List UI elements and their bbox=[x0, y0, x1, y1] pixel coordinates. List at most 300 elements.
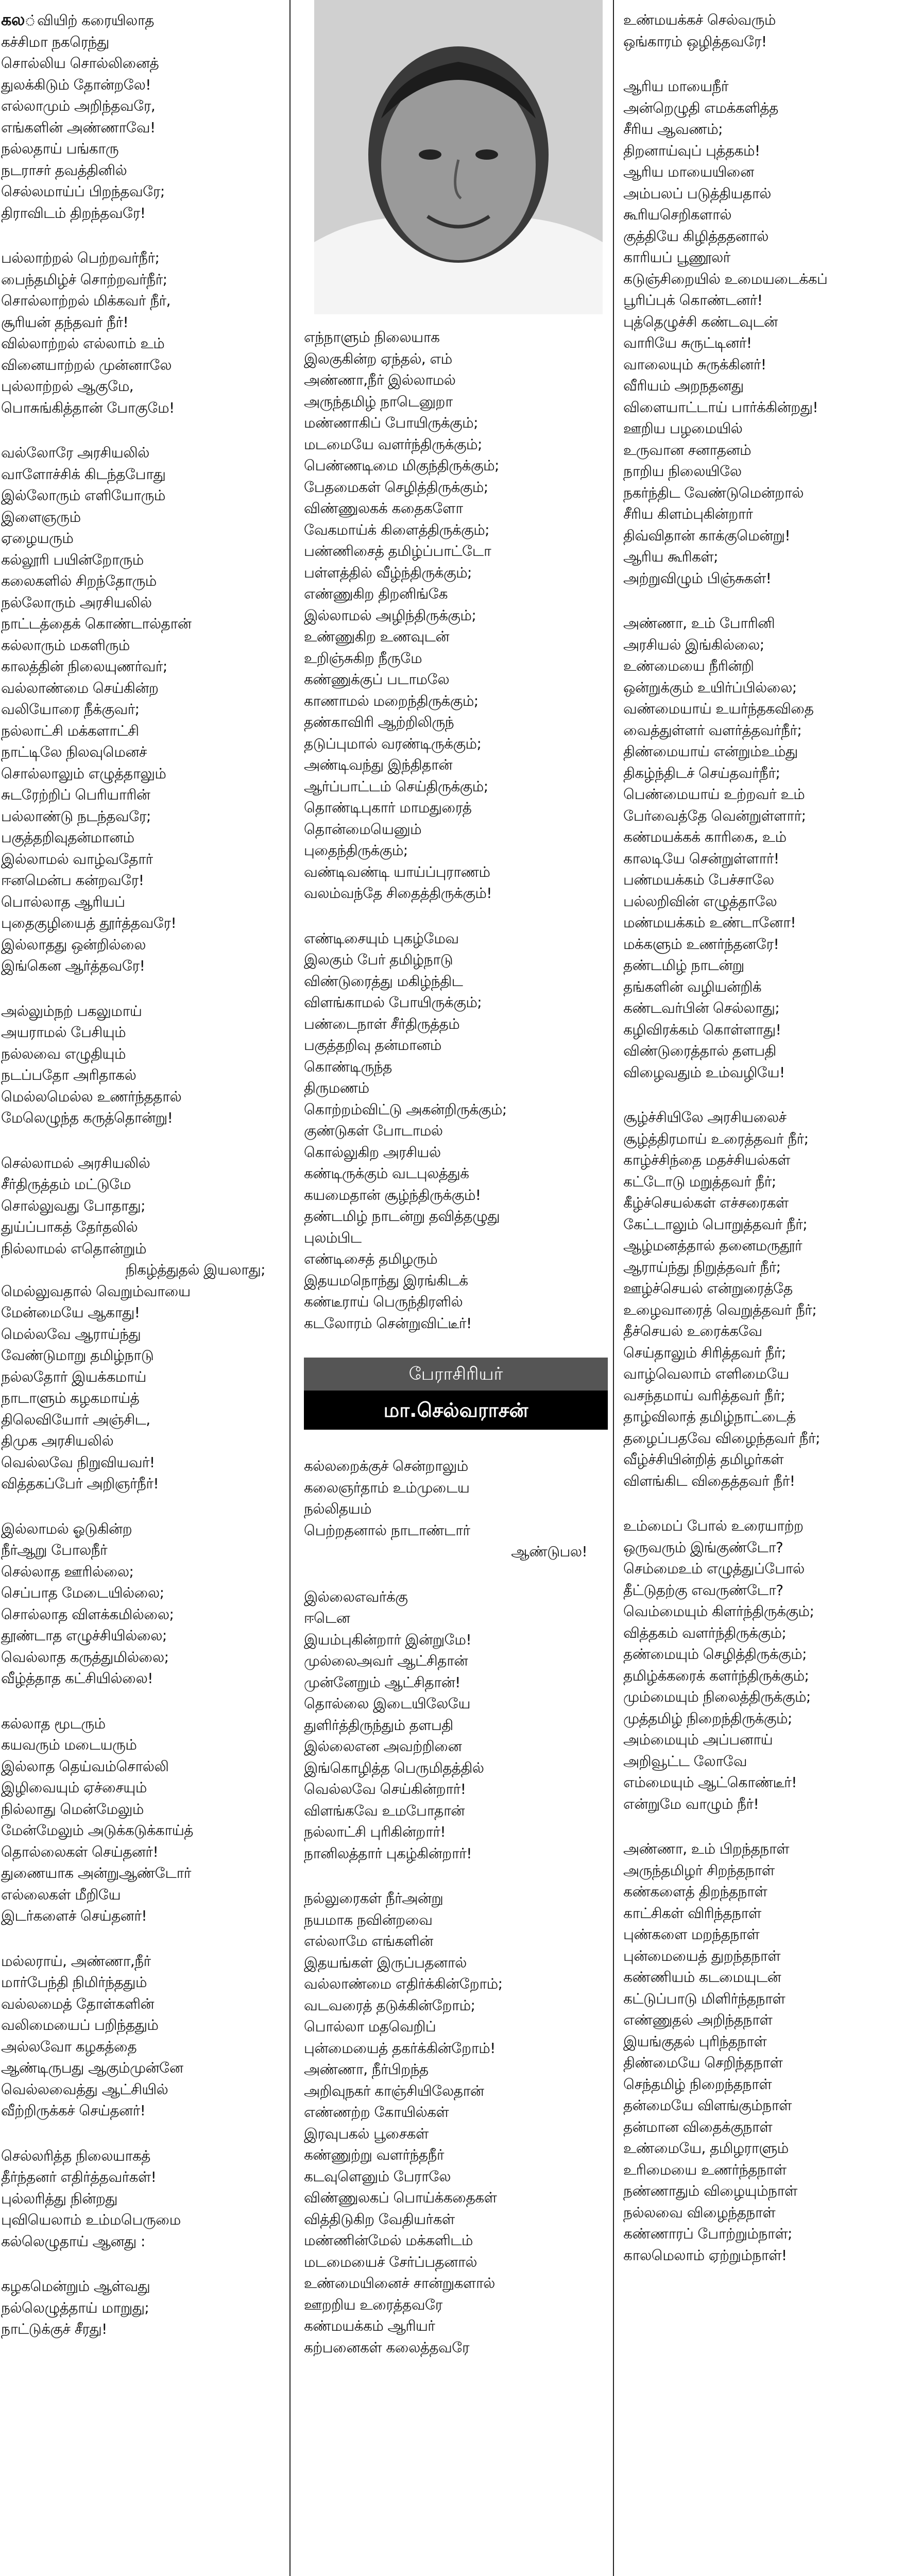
poem-line: வண்டிவண்டி யாய்ப்புராணம் bbox=[304, 863, 490, 880]
poem-line: துலக்கிடும் தோன்றலே! bbox=[1, 76, 151, 93]
poem-line: கீழ்ச்செயல்கள் எச்சரைகள் bbox=[623, 1194, 789, 1211]
poem-line: சொல்லுவது போதாது; bbox=[1, 1197, 145, 1214]
poem-line: இல்லைஎவர்க்கு bbox=[304, 1588, 408, 1605]
stanza bbox=[1, 247, 286, 418]
poem-line: திலெவியோர் அஞ்சிட, bbox=[1, 1411, 150, 1428]
poem-line: இல்லாத தெய்வம்சொல்லி bbox=[1, 1757, 169, 1775]
poem-line: கண்ணியம் கடமையுடன் bbox=[623, 1969, 781, 1986]
stanza bbox=[623, 1107, 922, 1492]
poem-line: நாடாளும் கழகமாய்த் bbox=[1, 1389, 140, 1406]
poem-line: ஆரிய மாயைநீர் bbox=[623, 78, 728, 95]
poem-line: மார்பேந்தி நிமிர்ந்ததும் bbox=[1, 1974, 147, 1991]
poem-line: கயமைதான் சூழ்ந்திருக்கும்! bbox=[304, 1186, 481, 1204]
poem-line: வல்லோரே அரசியலில் bbox=[1, 444, 149, 461]
poem-line: சீர்திருத்தம் மட்டுமே bbox=[1, 1176, 131, 1193]
poem-line: செய்தாலும் சிரித்தவர் நீர்; bbox=[623, 1344, 786, 1361]
poem-line: ஈனமென்ப கன்றவரே! bbox=[1, 872, 144, 889]
poem-line: விண்ணுலகக் கதைகளோ bbox=[304, 500, 463, 517]
poem-line: ஈடென bbox=[304, 1609, 350, 1626]
poem-line: ஒன்றுக்கும் உயிர்ப்பில்லை; bbox=[623, 679, 797, 696]
poem-line: கண்மயக்கக் காரிகை, உம் bbox=[623, 828, 787, 845]
poem-line: பகுத்தறிவுதன்மானம் bbox=[1, 829, 134, 846]
poem-line: மெல்லவே ஆராய்ந்து bbox=[1, 1325, 141, 1343]
poem-line: எங்களின் அண்ணாவே! bbox=[1, 118, 156, 136]
poem-line: மடமையைச் சேர்ப்பதனால் bbox=[304, 2253, 477, 2270]
drop-cap: கல bbox=[1, 10, 25, 29]
poem-line: கடுஞ்சிறையில் உமையடைக்கப் bbox=[623, 270, 828, 287]
poem-line: பூரிப்புக் கொண்டனர்! bbox=[623, 292, 763, 309]
stanza bbox=[304, 928, 608, 1334]
poem-line: அம்மையும் அப்பனாய் bbox=[623, 1731, 773, 1748]
poem-line: கழிவிரக்கம் கொள்ளாது! bbox=[623, 1021, 781, 1038]
poem-line: ஆர்ப்பாட்டம் செய்திருக்கும்; bbox=[304, 777, 488, 795]
poem-line: இயம்புகின்றார் இன்றுமே! bbox=[304, 1631, 471, 1648]
poem-line: உரிமையை உணர்ந்தநாள் bbox=[623, 2161, 787, 2178]
poem-line: ஆழ்மனத்தால் தனைமருதூர் bbox=[623, 1237, 802, 1254]
poem-line: அல்லவோ கழகத்தை bbox=[1, 2038, 137, 2055]
poem-line: கண்ணுற்று வளர்ந்தநீர் bbox=[304, 2146, 444, 2163]
poem-line: அல்லும்நற் பகலுமாய் bbox=[1, 1002, 142, 1020]
stanza bbox=[304, 1541, 608, 1563]
poem-line: நாறிய நிலையிலே bbox=[623, 463, 742, 480]
poem-line: எல்லாமும் அறிந்தவரே, bbox=[1, 97, 156, 114]
poem-line: கொல்லுகிற அரசியல் bbox=[304, 1143, 441, 1161]
poem-line: தீர்ந்தனர் எதிர்த்தவர்கள்! bbox=[1, 2168, 157, 2185]
poem-line: நானிலத்தார் புகழ்கின்றார்! bbox=[304, 1844, 472, 1862]
poem-line: திகழ்ந்திடச் செய்தவர்நீர்; bbox=[623, 764, 780, 782]
poem-line: கலைஞர்தாம் உம்முடைய bbox=[304, 1479, 470, 1496]
poem-line: உருவான சனாதனம் bbox=[623, 441, 752, 459]
poem-line: மக்களும் உணர்ந்தனரே! bbox=[623, 935, 779, 953]
poem-line: மண்ணின்மேல் மக்களிடம் bbox=[304, 2232, 473, 2249]
poem-line: இளைஞரும் bbox=[1, 508, 81, 526]
poem-line: கேட்டாலும் பொறுத்தவர் நீர்; bbox=[623, 1215, 808, 1233]
poem-line: பொசுங்கித்தான் போகுமே! bbox=[1, 399, 175, 416]
poem-line: நடப்பதோ அரிதாகல் bbox=[1, 1066, 136, 1083]
poem-line: இரவுபகல் பூசைகள் bbox=[304, 2125, 429, 2142]
poem-line: நாட்டிலே நிலவுமெனச் bbox=[1, 743, 147, 760]
poem-line: பண்மயக்கம் பேச்சாலே bbox=[623, 871, 774, 888]
poem-line: உண்மையே, தமிழராளும் bbox=[623, 2140, 789, 2157]
poem-line: நல்லெழுத்தாய் மாறுது; bbox=[1, 2299, 149, 2316]
poem-line: திமுக அரசியலில் bbox=[1, 1432, 114, 1449]
poem-line: மேன்மையே ஆகாது! bbox=[1, 1304, 140, 1321]
poem-line: மும்மையும் நிலைத்திருக்கும்; bbox=[623, 1688, 811, 1705]
poem-line: வீரியம் அறநதனது bbox=[623, 377, 744, 394]
stanza bbox=[304, 327, 608, 904]
poem-line: சீரிய ஆவணம்; bbox=[623, 121, 723, 138]
poem-line: வீழ்த்தாத கட்சியில்லை! bbox=[1, 1670, 153, 1687]
poem-line: வடவரைத் தடுக்கின்றோம்; bbox=[304, 1996, 475, 2014]
poem-line: தண்டமிழ் நாடன்று bbox=[623, 957, 744, 974]
poem-line: தீட்டுதற்கு எவருண்டோ? bbox=[623, 1581, 783, 1599]
poem-line: நடராசர் தவத்தினில் bbox=[1, 161, 127, 179]
poem-line: நீர்ஆறு போலநீர் bbox=[1, 1541, 108, 1558]
poem-line: செல்லாமல் அரசியலில் bbox=[1, 1154, 150, 1172]
poem-line: எண்டிசைத் தமிழரும் bbox=[304, 1250, 438, 1267]
poem-line: தண்காவிரி ஆற்றிலிருந் bbox=[304, 714, 454, 731]
poem-line: தடுப்புமால் வரண்டிருக்கும்; bbox=[304, 735, 482, 752]
poem-line: கட்டுப்பாடு மிளிர்ந்தநாள் bbox=[623, 1990, 786, 2007]
poem-line: காரியப் பூணூலர் bbox=[623, 249, 730, 266]
poem-column-1 bbox=[0, 9, 286, 2364]
poem-line: முத்தமிழ் நிறைந்திருக்கும்; bbox=[623, 1709, 792, 1727]
poem-line: பெண்மையாய் உற்றவர் உம் bbox=[623, 786, 805, 803]
author-title: பேராசிரியர் bbox=[304, 1358, 608, 1391]
poem-line: உண்மயக்கச் செல்வரும் bbox=[623, 11, 776, 28]
poem-line: வசந்தமாய் வரித்தவர் நீர்; bbox=[623, 1386, 786, 1404]
poem-column-2-lower bbox=[304, 1455, 608, 2358]
stanza bbox=[304, 1586, 608, 1865]
stanza bbox=[623, 9, 922, 52]
poem-line: நில்லாது மென்மேலும் bbox=[1, 1800, 144, 1818]
poem-line: கல்லாத மூடரும் bbox=[1, 1715, 106, 1732]
poem-line: தூண்டாத எழுச்சியில்லை; bbox=[1, 1627, 167, 1644]
poem-line: பண்ணிசைத் தமிழ்ப்பாட்டோ bbox=[304, 543, 491, 560]
poem-line: வைத்துள்ளர் வளர்த்தவர்நீர்; bbox=[623, 721, 802, 739]
stanza bbox=[1, 9, 286, 224]
poem-line: இயங்குதல் புரிந்தநாள் bbox=[623, 2032, 767, 2050]
poem-line: பல்லறிவின் எழுத்தாலே bbox=[623, 892, 777, 910]
poem-line: சூரியன் தந்தவர் நீர்! bbox=[1, 313, 129, 331]
poem-line: நண்ணாதும் விழையும்நாள் bbox=[623, 2182, 797, 2199]
poem-line: திருமணம் bbox=[304, 1079, 369, 1096]
poem-line: தாழ்விலாத் தமிழ்நாட்டைத் bbox=[623, 1408, 796, 1425]
poem-line: கல்லெழுதாய் ஆனது : bbox=[1, 2232, 145, 2250]
poem-line: இல்லோரும் எளியோரும் bbox=[1, 487, 165, 504]
poem-line: புவியெலாம் உம்மபெருமை bbox=[1, 2211, 181, 2228]
poem-line: உண்மையினைச் சான்றுகளால் bbox=[304, 2275, 495, 2292]
poem-line: திவ்விதான் காக்குமென்று! bbox=[623, 527, 790, 544]
poem-line: ஊறிய பழமையில் bbox=[623, 420, 743, 437]
poem-line: தண்டமிழ் நாடன்று தவித்தழுது bbox=[304, 1208, 500, 1225]
poem-line: ஆண்டிருபது ஆகும்முன்னே bbox=[1, 2059, 183, 2076]
poem-line: விண்டுரைத்தால் தளபதி bbox=[623, 1042, 776, 1059]
poem-line: வாழ்வெலாம் எளிமையே bbox=[623, 1365, 789, 1382]
poem-line: வெல்லவைத்து ஆட்சியில் bbox=[1, 2080, 168, 2098]
poem-line: இலகும் பேர் தமிழ்நாடு bbox=[304, 951, 453, 968]
stanza bbox=[623, 613, 922, 1083]
poem-line: இங்கொழித்த பெருமிதத்தில் bbox=[304, 1759, 484, 1776]
stanza bbox=[1, 2276, 286, 2340]
poem-line: கல்லறைக்குச் சென்றாலும் bbox=[304, 1458, 468, 1475]
stanza bbox=[304, 1455, 608, 1541]
poem-line: தன்மான விதைக்குநாள் bbox=[623, 2118, 773, 2136]
poem-line: விண்ணுலகப் பொய்க்கதைகள் bbox=[304, 2189, 497, 2206]
poem-line: கண்டவர்பின் செல்லாது; bbox=[623, 999, 780, 1016]
poem-line: கண்டிருக்கும் வடபுலத்துக் bbox=[304, 1165, 469, 1182]
poem-line: ஆராய்ந்து நிறுத்தவர் நீர்; bbox=[623, 1258, 781, 1276]
poem-line: இதயங்கள் இருப்பதனால் bbox=[304, 1954, 467, 1971]
stanza bbox=[304, 1888, 608, 2358]
poem-line: ஆண்டுபல! bbox=[511, 1543, 587, 1560]
poem-line: புலம்பிட bbox=[304, 1229, 362, 1246]
poem-line: காலத்தின் நிலையுணர்வர்; bbox=[1, 658, 167, 675]
poem-line: சுடரேற்றிப் பெரியாரின் bbox=[1, 786, 150, 803]
poem-line: எண்ணற்ற கோயில்கள் bbox=[304, 2104, 449, 2121]
poem-line: சொல்லாற்றல் மிக்கவர் நீர், bbox=[1, 292, 170, 309]
poem-line: நல்லவை விழைந்தநாள் bbox=[623, 2204, 775, 2221]
poem-line: நல்லாட்சி மக்களாட்சி bbox=[1, 722, 139, 739]
poem-line: சொல்லாத விளக்கமில்லை; bbox=[1, 1605, 174, 1623]
poem-line: இதயமநொந்து இரங்கிடக் bbox=[304, 1272, 468, 1289]
poem-line: எம்மையும் ஆட்கொண்டீர்! bbox=[623, 1774, 797, 1791]
poem-line: கயவரும் மடையரும் bbox=[1, 1736, 137, 1753]
poem-line: கூரியசெறிகளால் bbox=[623, 206, 731, 223]
poem-line: கல்லூரி பயின்றோரும் bbox=[1, 551, 144, 568]
poem-line: செல்லரித்த நிலையாகத் bbox=[1, 2147, 150, 2164]
poem-line: வல்லாண்மை செய்கின்ற bbox=[1, 679, 159, 697]
poem-line: கண்களைத் திறந்தநாள் bbox=[623, 1883, 767, 1900]
poem-line: புன்மையைத் தகர்க்கின்றோம்! bbox=[304, 2039, 496, 2057]
poem-line: இல்லாமல் அழிந்திருக்கும்; bbox=[304, 606, 476, 624]
poem-line: செல்லாத ஊரில்லை; bbox=[1, 1563, 134, 1580]
poem-line: காலமெலாம் ஏற்றும்நாள்! bbox=[623, 2246, 787, 2264]
poem-line: நல்லோரும் அரசியலில் bbox=[1, 594, 152, 611]
poem-line: நாட்டத்தைக் கொண்டால்தான் bbox=[1, 615, 192, 632]
poem-column-3 bbox=[623, 9, 922, 2290]
poem-line: நயமாக நவின்றவை bbox=[304, 1911, 433, 1928]
poem-line: வெம்மையும் கிளர்ந்திருக்கும்; bbox=[623, 1603, 814, 1620]
poem-line: அறிவுநகர் காஞ்சியிலேதான் bbox=[304, 2082, 484, 2099]
poem-line: உழைவாரைத் வெறுத்தவர் நீர்; bbox=[623, 1301, 817, 1318]
poem-line: தொன்மையெனும் bbox=[304, 820, 422, 838]
poem-line: கழகமென்றும் ஆள்வது bbox=[1, 2278, 150, 2295]
poem-line: விளங்கவே உமபோதான் bbox=[304, 1802, 465, 1819]
poem-line: அண்டிவந்து இந்திதான் bbox=[304, 756, 452, 773]
poem-line: இடர்களைச் செய்தனர்! bbox=[1, 1907, 147, 1924]
poem-line: கற்பனைகள் கலைத்தவரே bbox=[304, 2338, 469, 2356]
poem-line: கல்லாரும் மகளிரும் bbox=[1, 636, 130, 654]
poem-line: செந்தமிழ் நிறைந்தநாள் bbox=[623, 2075, 772, 2093]
stanza bbox=[1, 2145, 286, 2252]
poem-line: அயராமல் பேசியும் bbox=[1, 1024, 126, 1041]
poem-line: இல்லாதது ஒன்றில்லை bbox=[1, 936, 146, 953]
poem-line: பல்லாண்டு நடந்தவரே; bbox=[1, 807, 151, 825]
poem-line: நல்லுரைகள் நீர்அன்று bbox=[304, 1890, 443, 1907]
poem-line: துளிர்த்திருந்தும் தளபதி bbox=[304, 1716, 453, 1734]
poem-line: மேலெழுந்த கருத்தொன்று! bbox=[1, 1109, 173, 1126]
poem-line: புண்களை மறந்தநாள் bbox=[623, 1926, 760, 1943]
poem-line: உறிஞ்சுகிற நீருமே bbox=[304, 649, 422, 667]
poem-line: வீழ்ச்சியின்றித் தமிழர்கள் bbox=[623, 1451, 784, 1468]
poem-line: ஆரிய மாயையினை bbox=[623, 163, 754, 180]
poem-line: பொல்லாத ஆரியப் bbox=[1, 893, 125, 910]
poem-line: அற்றுவிழும் பிஞ்சுகள்! bbox=[623, 569, 772, 587]
poem-line: பல்லாற்றல் பெற்றவர்நீர்; bbox=[1, 249, 160, 266]
poem-line: நல்லதோர் இயக்கமாய் bbox=[1, 1368, 146, 1385]
poem-line: குண்டுகள் போடாமல் bbox=[304, 1122, 443, 1139]
poem-line: நல்லவை எழுதியும் bbox=[1, 1045, 126, 1062]
poem-line: அண்ணா, நீர்பிறந்த bbox=[304, 2061, 429, 2078]
poem-line: சூழ்த்திரமாய் உரைத்தவர் நீர்; bbox=[623, 1130, 809, 1147]
stanza bbox=[1, 1713, 286, 1927]
poem-line: அம்பலப் படுத்தியதால் bbox=[623, 184, 771, 202]
poem-line: எண்ணுகிற திறனிங்கே bbox=[304, 585, 448, 602]
poem-line: புதைந்திருக்கும்; bbox=[304, 842, 408, 859]
poem-line: குத்தியே கிழித்ததனால் bbox=[623, 227, 769, 245]
poem-line: அண்ணா,நீர் இல்லாமல் bbox=[304, 371, 456, 388]
poem-line: வலியோரை நீக்குவர்; bbox=[1, 701, 140, 718]
poem-line: பெற்றதனால் நாடாண்டார் bbox=[304, 1521, 470, 1539]
poem-line: நகர்ந்திட வேண்டுமென்றால் bbox=[623, 484, 804, 501]
poem-line: இலகுகின்ற ஏந்தல், எம் bbox=[304, 350, 452, 367]
poem-line: விழைவதும் உம்வழியே! bbox=[623, 1063, 785, 1081]
poem-line: எல்லைகள் மீறியே bbox=[1, 1886, 121, 1903]
poem-line: காட்சிகள் விரிந்தநாள் bbox=[623, 1904, 761, 1922]
poem-line: வெல்லாத கருத்துமில்லை; bbox=[1, 1648, 169, 1666]
poem-line: பேதமைகள் செழித்திருக்கும்; bbox=[304, 478, 488, 496]
poem-line: தன்மையே விளங்கும்நாள் bbox=[623, 2097, 792, 2114]
poem-line: விளங்காமல் போயிருக்கும்; bbox=[304, 994, 482, 1011]
poem-line: வீற்றிருக்கச் செய்தனர்! bbox=[1, 2102, 146, 2119]
poem-line: கடவுளெனும் பேராலே bbox=[304, 2167, 451, 2185]
poem-line: செப்பாத மேடையில்லை; bbox=[1, 1584, 164, 1601]
poem-line: துய்ப்பாகத் தேர்தலில் bbox=[1, 1218, 138, 1235]
stanza bbox=[623, 1838, 922, 2266]
poem-line: காலடியே சென்றுள்ளார்! bbox=[623, 850, 779, 867]
poem-line: சூழ்ச்சியிலே அரசியலைச் bbox=[623, 1109, 787, 1126]
poem-line: நில்லாமல் எதொன்றும் bbox=[1, 1240, 146, 1257]
poem-line: மடமையே வளர்ந்திருக்கும்; bbox=[304, 435, 482, 453]
poem-line: இல்லைஎன அவற்றினை bbox=[304, 1738, 462, 1755]
poem-line: விளையாட்டாய் பார்க்கின்றது! bbox=[623, 398, 818, 416]
poem-line: அரசியல் இங்கில்லை; bbox=[623, 636, 764, 653]
poem-line: மெல்லுவதால் வெறும்வாயை bbox=[1, 1282, 191, 1300]
poem-line: ஊறறிய உரைத்தவரே bbox=[304, 2296, 442, 2313]
poem-line: மெல்லமெல்ல உணர்ந்ததால் bbox=[1, 1088, 182, 1105]
poem-line: ஊழ்ச்செயல் என்றுரைத்தே bbox=[623, 1280, 793, 1297]
poem-line: தொண்டிபுகார் மாமதுரைத் bbox=[304, 799, 472, 816]
stanza bbox=[1, 1001, 286, 1129]
poem-line: வித்தகம் வளர்ந்திருக்கும்; bbox=[623, 1624, 787, 1641]
stanza bbox=[1, 442, 286, 977]
poem-line: உண்மையை நீரின்றி bbox=[623, 657, 754, 674]
poem-line: விளங்கிட விதைத்தவர் நீர்! bbox=[623, 1472, 795, 1489]
poem-line: வினையாற்றல் முன்னாலே bbox=[1, 356, 172, 374]
poem-line: நல்லிதயம் bbox=[304, 1500, 371, 1517]
poem-line: தீச்செயல் உரைக்கவே bbox=[623, 1323, 762, 1340]
poem-line: ஒருவரும் இங்குண்டோ? bbox=[623, 1538, 783, 1556]
poem-line: வலம்வந்தே சிதைத்திருக்கும்! bbox=[304, 885, 492, 902]
poem-line: பைந்தமிழ்ச் சொற்றவர்நீர்; bbox=[1, 270, 167, 288]
poem-line: தொல்லை இடையிலேயே bbox=[304, 1695, 470, 1712]
poem-line: வேகமாய்க் கிளைத்திருக்கும்; bbox=[304, 521, 489, 538]
poem-line: இழிவையும் ஏச்சையும் bbox=[1, 1779, 147, 1796]
poem-line: வித்தகப்பேர் அறிஞர்நீர்! bbox=[1, 1475, 159, 1492]
poem-line: அண்ணா, உம் பிறந்தநாள் bbox=[623, 1840, 789, 1857]
poem-line: நல்லதாய் பங்காரு bbox=[1, 140, 119, 157]
poem-line: முன்னேறும் ஆட்சிதான்! bbox=[304, 1673, 460, 1691]
poem-line: வில்லாற்றல் எல்லாம் உம் bbox=[1, 335, 165, 352]
poem-line: புன்மையைத் துறந்தநாள் bbox=[623, 1947, 780, 1964]
poem-line: கடலோரம் சென்றுவிட்டீர்! bbox=[304, 1314, 472, 1332]
poem-line: சொல்லிய சொல்லினைத் bbox=[1, 55, 159, 72]
poem-line: அண்ணா, உம் போரினி bbox=[623, 615, 775, 632]
stanza bbox=[1, 1518, 286, 1689]
poem-line: கண்டீராய் பெருந்திரளில் bbox=[304, 1293, 463, 1310]
poem-line: கண்ணுக்குப் படாமலே bbox=[304, 671, 449, 688]
author-photo bbox=[314, 0, 603, 314]
poem-line: செல்லமாய்ப் பிறந்தவரே; bbox=[1, 183, 165, 200]
author-byline bbox=[304, 1358, 608, 1430]
poem-column-2-upper bbox=[304, 327, 608, 1334]
poem-line: வேண்டுமாறு தமிழ்நாடு bbox=[1, 1347, 154, 1364]
poem-line: மேன்மேலும் அடுக்கடுக்காய்த் bbox=[1, 1822, 193, 1839]
poem-line: பள்ளத்தில் வீழ்ந்திருக்கும்; bbox=[304, 564, 472, 581]
poem-line: வல்லமைத் தோள்களின் bbox=[1, 1995, 154, 2012]
poem-line: சீரிய கிளம்புகின்றார் bbox=[623, 505, 753, 522]
poem-line: கொண்டிருந்த bbox=[304, 1058, 392, 1075]
poem-line: கட்டோடு மறுத்தவர் நீர்; bbox=[623, 1173, 776, 1190]
author-name: மா.செல்வராசன் bbox=[304, 1391, 608, 1430]
poem-line: இல்லாமல் வாழ்வதோர் bbox=[1, 850, 153, 868]
poem-line: அறிவூட்ட லோவே bbox=[623, 1752, 747, 1770]
poem-line: புதைகுழியைத் தூர்த்தவரே! bbox=[1, 914, 177, 931]
poem-line: காழ்ச்சிந்தை மதச்சியல்கள் bbox=[623, 1151, 790, 1168]
poem-line: புல்லாற்றல் ஆகுமே, bbox=[1, 378, 134, 395]
poem-line: திராவிடம் திறந்தவரே! bbox=[1, 204, 146, 222]
poem-line: பகுத்தறிவு தன்மானம் bbox=[304, 1037, 441, 1054]
poem-line: தழைப்பதவே விழைந்தவர் நீர்; bbox=[623, 1429, 820, 1447]
poem-line: எண்டிசையும் புகழ்மேவ bbox=[304, 929, 459, 947]
poem-line: வித்திடுகிற வேதியர்கள் bbox=[304, 2210, 455, 2228]
poem-line: நல்லாட்சி புரிகின்றார்! bbox=[304, 1823, 446, 1840]
poem-line: வல்லாண்மை எதிர்க்கின்றோம்; bbox=[304, 1975, 503, 1992]
poem-line: அருந்தமிழர் சிறந்தநாள் bbox=[623, 1861, 775, 1879]
stanza bbox=[1, 1153, 286, 1260]
poem-line: பண்டைநாள் சீர்திருத்தம் bbox=[304, 1015, 460, 1032]
poem-line: ஆரிய கூரிகள்; bbox=[623, 548, 718, 565]
poem-line: வெல்லவே செய்கின்றார்! bbox=[304, 1781, 466, 1798]
poem-line: விண்டுரைத்து மகிழ்ந்திட bbox=[304, 972, 463, 990]
poem-line: இங்கென ஆர்த்தவரே! bbox=[1, 957, 145, 974]
poem-line: மண்மயக்கம் உண்டானோ! bbox=[623, 914, 796, 931]
poem-line: செம்மைஉம் எழுத்துப்போல் bbox=[623, 1560, 805, 1577]
poem-line: கண்மயக்கம் ஆரியர் bbox=[304, 2317, 435, 2334]
poem-line: மல்லராய், அண்ணா,நீர் bbox=[1, 1952, 151, 1970]
stanza bbox=[623, 1515, 922, 1815]
poem-line: ஏழையரும் bbox=[1, 530, 74, 547]
poem-line: புத்தெழுச்சி கண்டவுடன் bbox=[623, 313, 778, 330]
poem-line: பேர்வைத்தே வென்றுள்ளார்; bbox=[623, 807, 806, 824]
poem-line: சொல்லாலும் எழுத்தாலும் bbox=[1, 765, 166, 782]
poem-line: தங்களின் வழியன்றிக் bbox=[623, 978, 762, 995]
poem-line: எல்லாமே எங்களின் bbox=[304, 1933, 433, 1950]
poem-line: திறனாய்வுப் புத்தகம்! bbox=[623, 142, 760, 159]
poem-line: கொற்றம்விட்டு அகன்றிருக்கும்; bbox=[304, 1100, 507, 1118]
poem-line: என்றுமே வாழும் நீர்! bbox=[623, 1795, 759, 1812]
poem-line: திண்மையாய் என்றும்உம்து bbox=[623, 743, 798, 760]
poem-line: கச்சிமா நகரெந்து bbox=[1, 33, 109, 50]
poem-line: முல்லைஅவர் ஆட்சிதான் bbox=[304, 1652, 468, 1669]
poem-line: வாலையும் சுருக்கினர்! bbox=[623, 355, 766, 373]
poem-line: எண்ணுதல் அறிந்தநாள் bbox=[623, 2011, 773, 2028]
poem-column-2 bbox=[304, 9, 608, 2382]
poem-line: அருந்தமிழ் நாடெனுறா bbox=[304, 393, 453, 410]
poem-line: வாரியே சுருட்டினர்! bbox=[623, 334, 752, 351]
poem-line: ஒங்காரம் ஒழித்தவரே! bbox=[623, 32, 767, 50]
poem-line: நாட்டுக்குச் சீரது! bbox=[1, 2320, 107, 2337]
poem-line: தொல்லைகள் செய்தனர்! bbox=[1, 1843, 159, 1860]
poem-line: மண்ணாகிப் போயிருக்கும்; bbox=[304, 414, 478, 431]
poem-line: கண்ணாரப் போற்றும்நாள்; bbox=[623, 2225, 792, 2242]
poem-line: திண்மையே செறிந்தநாள் bbox=[623, 2054, 783, 2071]
column-divider-right bbox=[613, 0, 614, 2576]
stanza bbox=[1, 1951, 286, 2122]
poem-line: நிகழ்த்துதல் இயலாது; bbox=[125, 1261, 265, 1278]
poem-line: வண்மையாய் உயர்ந்தகவிதை bbox=[623, 700, 814, 717]
